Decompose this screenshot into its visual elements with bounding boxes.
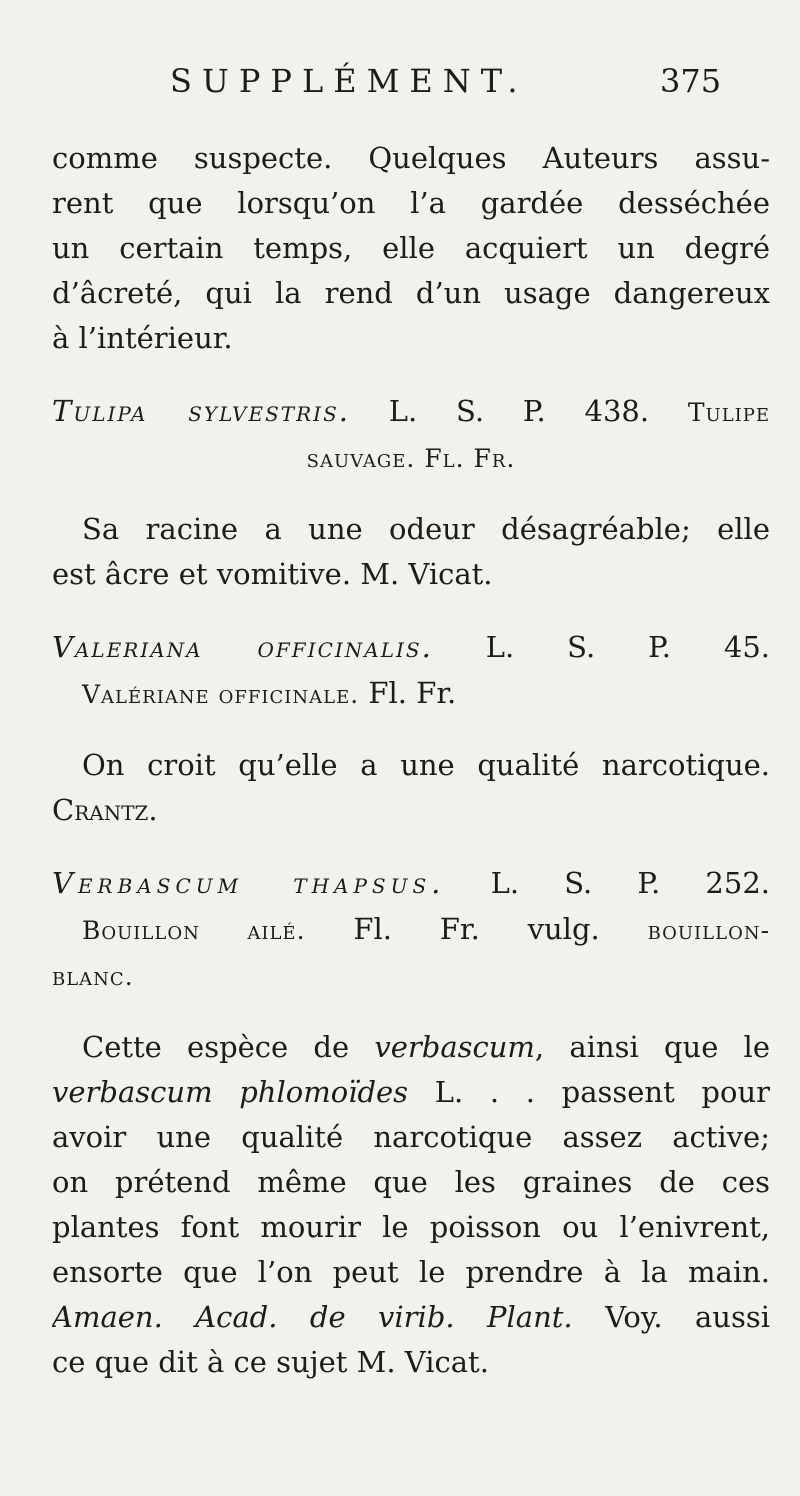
vulgar-name: bouillon-	[647, 916, 770, 945]
text-line: plantes font mourir le poisson ou l’enivrent,	[52, 1210, 770, 1244]
entry-heading-line	[52, 624, 770, 670]
text-line: rent que lorsqu’on l’a gardée desséchée	[52, 186, 770, 220]
text-line	[52, 1025, 770, 1070]
french-name-continued: sauvage. Fl. Fr.	[306, 444, 516, 473]
entry-heading-line	[52, 952, 770, 998]
text-span: Cette espèce de	[82, 1030, 350, 1064]
entry-text-tulipa	[52, 507, 770, 597]
reference: L. S. P. 438.	[388, 394, 650, 428]
french-name: Tulipe	[687, 398, 770, 427]
french-name: Bouillon ailé.	[82, 916, 306, 945]
italic-term: verbascum	[374, 1030, 535, 1064]
latin-name: Valeriana officinalis.	[52, 630, 433, 664]
text-line: on prétend même que les graines de ces	[52, 1165, 770, 1199]
text-line: à l’intérieur.	[52, 321, 233, 355]
text-line: Sa racine a une odeur désagréable; elle	[82, 512, 770, 546]
text-line: Crantz.	[52, 793, 158, 827]
flora-reference: Fl. Fr. vulg.	[353, 912, 600, 946]
reference: L. S. P. 252.	[490, 866, 770, 900]
text-line	[52, 1070, 770, 1115]
latin-name: Verbascum thapsus.	[52, 866, 446, 900]
text-line: On croit qu’elle a une qualité narcotique.	[82, 748, 770, 782]
text-line: est âcre et vomitive. M. Vicat.	[52, 557, 493, 591]
text-span: , ainsi que le	[534, 1030, 770, 1064]
entry-heading-line	[52, 860, 770, 906]
reference: L. S. P. 45.	[485, 630, 770, 664]
running-title: SUPPLÉMENT.	[170, 62, 528, 100]
text-span: Voy. aussi	[605, 1300, 770, 1334]
french-name: Valériane officinale.	[82, 680, 360, 709]
italic-term: verbascum phlomoïdes	[52, 1075, 409, 1109]
flora-reference: Fl. Fr.	[368, 676, 457, 710]
vulgar-name-continued: blanc.	[52, 962, 134, 991]
page-number: 375	[660, 62, 722, 100]
entry-text-verbascum	[52, 1025, 770, 1385]
body-text	[52, 136, 770, 1385]
text-line	[52, 1295, 770, 1340]
entry-heading-line	[52, 906, 770, 952]
text-span: L. . . passent pour	[434, 1075, 770, 1109]
entry-heading-line	[52, 670, 770, 716]
intro-paragraph	[52, 136, 770, 361]
text-line: comme suspecte. Quelques Auteurs assu-	[52, 141, 770, 175]
text-line: ensorte que l’on peut le prendre à la main.	[52, 1255, 770, 1289]
text-line: avoir une qualité narcotique assez active;	[52, 1120, 770, 1154]
text-line: d’âcreté, qui la rend d’un usage dangereux	[52, 276, 770, 310]
entry-heading-line	[52, 388, 770, 434]
text-line: ce que dit à ce sujet M. Vicat.	[52, 1345, 489, 1379]
citation: Amaen. Acad. de virib. Plant.	[52, 1300, 573, 1334]
entry-heading-tulipa	[52, 388, 770, 480]
text-line: un certain temps, elle acquiert un degré	[52, 231, 770, 265]
entry-heading-verbascum	[52, 860, 770, 998]
entry-text-valeriana	[52, 743, 770, 833]
latin-name: Tulipa sylvestris.	[52, 394, 350, 428]
entry-heading-line	[52, 434, 770, 480]
page-header	[170, 62, 770, 112]
entry-heading-valeriana	[52, 624, 770, 716]
